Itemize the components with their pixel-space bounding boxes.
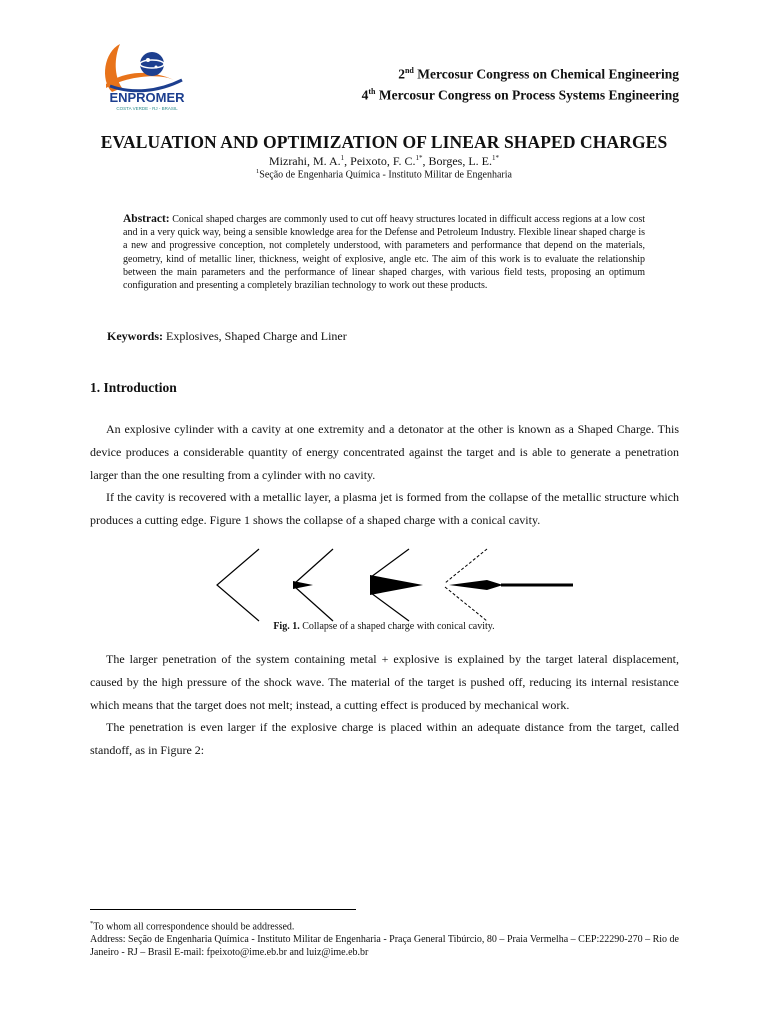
figure-1-diagram <box>205 545 585 625</box>
logo-subtext: COSTA VERDE - RJ - BRASIL <box>116 106 178 111</box>
abstract-label: Abstract: <box>123 213 170 225</box>
paragraph-2: If the cavity is recovered with a metallic layer, a plasma jet is formed from the collapse of the metallic structure which produces a cutting edge. Figure 1 shows the collapse of a shaped charge with a conical cavity. <box>90 490 679 527</box>
footnote-divider <box>90 909 356 910</box>
logo-wordmark: ENPROMER <box>109 90 185 105</box>
congress-line-2: 4th Mercosur Congress on Process Systems Engineering <box>361 86 679 102</box>
abstract-text: Conical shaped charges are commonly used to cut off heavy structures located in difficult access regions at a low cost and in a very quick way, being a sensible knowledge area for the Defense and Petroleum Industry. Flexible linear shaped charge is a new and progressive conception, not completely understood, with parameters and performance that depend on the materials, geometry, kind of metallic liner, thickness, weight of explosive, angle etc. The aim of this work is to evaluate the relationship between the main parameters and the performance of linear shaped charges, with various field tests, proposing an optimum configuration and presenting a completely brazilian technology to work out these products. <box>123 214 645 292</box>
affiliation: $^1$Seção de Engenharia Química - Instituto Militar de Engenharia <box>256 168 512 181</box>
footnote-line-2: Address: Seção de Engenharia Química - Instituto Militar de Engenharia - Praça General Tibúrcio, 80 – Praia Vermelha – CEP:22290-270 – Rio de Janeiro - RJ – Brasil E-mail: fpeixoto@ime.eb.br and luiz@ime.eb.br <box>90 934 679 959</box>
congress-line-1: 2nd Mercosur Congress on Chemical Engineering <box>398 66 679 82</box>
footnote <box>90 917 679 959</box>
footnote-line-1: *To whom all correspondence should be addressed. <box>90 920 295 933</box>
keywords <box>107 329 347 344</box>
abstract <box>123 213 645 292</box>
author-1: Mizrahi, M. A. <box>268 154 341 168</box>
paragraph-4: The penetration is even larger if the explosive charge is placed within an adequate distance from the target, called standoff, as in Figure 2: <box>90 720 679 757</box>
paragraph-1: An explosive cylinder with a cavity at one extremity and a detonator at the other is known as a Shaped Charge. This device produces a considerable quantity of energy concentrated against the target and is able to generate a penetration larger than the one resulting from a cylinder with no cavity. <box>90 422 679 482</box>
figure-1-caption: Fig. 1. Collapse of a shaped charge with conical cavity. <box>273 621 495 632</box>
paper-title: EVALUATION AND OPTIMIZATION OF LINEAR SHAPED CHARGES <box>100 132 668 152</box>
keywords-label: Keywords: <box>107 329 163 343</box>
congress-header <box>362 62 679 103</box>
author-2: Peixoto, F. C. <box>350 154 416 168</box>
keywords-text: Explosives, Shaped Charge and Liner <box>163 329 347 343</box>
paragraph-3: The larger penetration of the system containing metal + explosive is explained by the target lateral displacement, caused by the high pressure of the shock wave. The material of the target is pushed off, reducing its internal resistance which means that the target does not melt; instead, a cutting effect is produced by mechanical work. <box>90 652 679 712</box>
authors: Mizrahi, M. A.$^1$, Peixoto, F. C.$^{1*}$, Borges, L. E.$^{1*}$ <box>268 154 499 168</box>
enpromer-logo <box>92 40 202 112</box>
section-heading: 1. Introduction <box>90 380 177 395</box>
author-3: Borges, L. E. <box>428 154 492 168</box>
